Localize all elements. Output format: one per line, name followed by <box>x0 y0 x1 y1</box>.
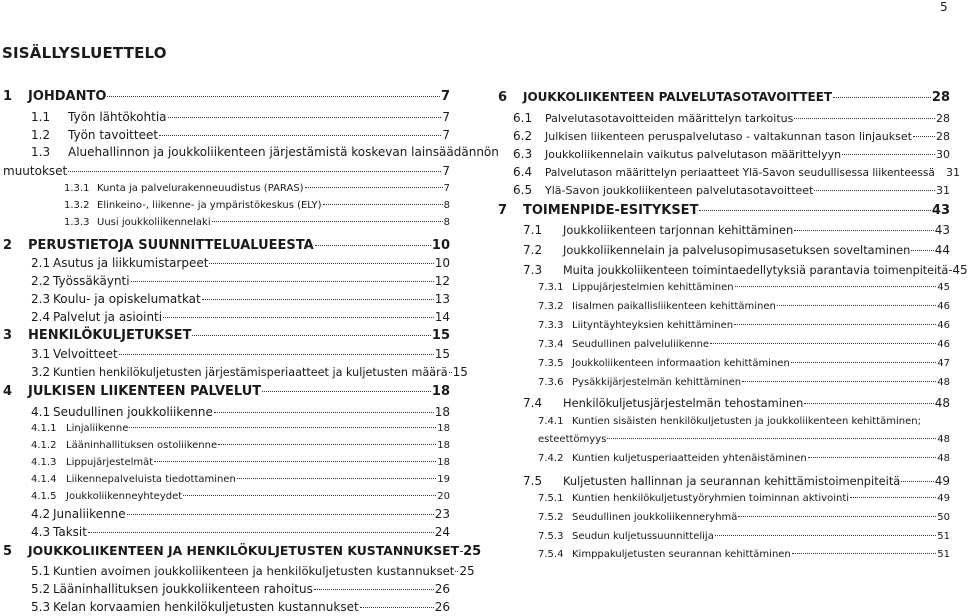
toc-entry[interactable]: 2 PERUSTIETOJA SUUNNITTELUALUEESTA 10 <box>3 238 450 253</box>
dot-leader <box>305 187 443 188</box>
dot-leader <box>794 230 933 231</box>
toc-entry[interactable]: 3.2 Kuntien henkilökuljetusten järjestämisperiaatteet ja kuljetusten määrä 15 <box>31 365 468 379</box>
toc-entry[interactable]: 2.4 Palvelut ja asiointi 14 <box>31 310 450 324</box>
toc-entry[interactable]: 4.1.3 Lippujärjestelmät 18 <box>31 457 450 468</box>
dot-leader <box>777 305 936 306</box>
dot-leader <box>449 372 452 373</box>
dot-leader <box>262 391 431 392</box>
dot-leader <box>901 481 933 482</box>
toc-entry[interactable]: 4 JULKISEN LIIKENTEEN PALVELUT 18 <box>3 384 450 399</box>
dot-leader <box>218 444 436 445</box>
dot-leader <box>833 97 931 98</box>
dot-leader <box>607 438 936 439</box>
toc-entry[interactable]: 6.4 Palvelutason määrittelyn periaatteet Ylä-Savon seudullisessa liikenteessä 31 <box>513 165 960 179</box>
toc-entry[interactable]: 7.3.6 Pysäkkijärjestelmän kehittäminen 48 <box>538 377 950 388</box>
dot-leader <box>159 135 441 136</box>
toc-entry[interactable]: 7.5.1 Kuntien henkilökuljetustyöryhmien toiminnan aktivointi 49 <box>538 493 950 504</box>
page-number: 5 <box>940 0 948 14</box>
toc-entry[interactable]: 6.2 Julkisen liikenteen peruspalvelutaso - valtakunnan tason linjaukset 28 <box>513 129 950 143</box>
dot-leader <box>119 354 434 355</box>
toc-entry[interactable]: 6.3 Joukkoliikennelain vaikutus palvelutason määrittelyyn 30 <box>513 147 950 161</box>
toc-entry[interactable]: 7.4.2 Kuntien kuljetusperiaatteiden yhtenäistäminen 48 <box>538 453 950 464</box>
dot-leader <box>699 210 930 211</box>
toc-entry[interactable]: 5.2 Lääninhallituksen joukkoliikenteen rahoitus 26 <box>31 582 450 596</box>
dot-leader <box>738 516 936 517</box>
dot-leader <box>202 299 434 300</box>
toc-entry[interactable]: esteettömyys 48 <box>538 434 950 445</box>
dot-leader <box>323 204 443 205</box>
toc-entry[interactable]: 1.2 Työn tavoitteet 7 <box>31 128 450 142</box>
dot-leader <box>710 343 936 344</box>
dot-leader <box>792 553 936 554</box>
toc-entry[interactable]: 2.2 Työssäkäynti 12 <box>31 274 450 288</box>
dot-leader <box>791 362 936 363</box>
toc-entry[interactable]: muutokset 7 <box>3 164 450 178</box>
toc-entry[interactable]: 7 TOIMENPIDE-ESITYKSET 43 <box>498 203 950 218</box>
toc-entry[interactable]: 2.1 Asutus ja liikkumistarpeet 10 <box>31 256 450 270</box>
toc-entry[interactable]: 4.3 Taksit 24 <box>31 525 450 539</box>
dot-leader <box>913 136 935 137</box>
dot-leader <box>315 245 431 246</box>
dot-leader <box>949 270 951 271</box>
dot-leader <box>735 286 937 287</box>
dot-leader <box>850 497 936 498</box>
toc-entry[interactable]: 7.5.4 Kimppakuljetusten seurannan kehittäminen 51 <box>538 549 950 560</box>
toc-entry[interactable]: 4.2 Junaliikenne 23 <box>31 507 450 521</box>
toc-entry[interactable]: 1.3.3 Uusi joukkoliikennelaki 8 <box>64 217 450 228</box>
toc-entry[interactable]: 1 JOHDANTO 7 <box>3 89 450 104</box>
toc-entry[interactable]: 7.3.2 Iisalmen paikallisliikenteen kehittäminen 46 <box>538 301 950 312</box>
toc-entry[interactable]: 7.5.2 Seudullinen joukkoliikenneryhmä 50 <box>538 512 950 523</box>
toc-entry[interactable]: 4.1.1 Linjaliikenne 18 <box>31 423 450 434</box>
toc-entry[interactable]: 1.1 Työn lähtökohtia 7 <box>31 110 450 124</box>
dot-leader <box>214 412 434 413</box>
dot-leader <box>455 571 458 572</box>
dot-leader <box>460 551 462 552</box>
toc-entry[interactable]: 5.1 Kuntien avoimen joukkoliikenteen ja henkilökuljetusten kustannukset 25 <box>31 564 475 578</box>
dot-leader <box>360 607 434 608</box>
toc-entry[interactable]: 7.4 Henkilökuljetusjärjestelmän tehostaminen 48 <box>523 396 950 410</box>
toc-entry[interactable]: 3.1 Velvoitteet 15 <box>31 347 450 361</box>
dot-leader <box>794 118 935 119</box>
toc-entry[interactable]: 4.1 Seudullinen joukkoliikenne 18 <box>31 405 450 419</box>
toc-entry[interactable]: 7.3 Muita joukkoliikenteen toimintaedellytyksiä parantavia toimenpiteitä 45 <box>523 263 968 277</box>
toc-entry[interactable]: 7.3.1 Lippujärjestelmien kehittäminen 45 <box>538 282 950 293</box>
dot-leader <box>715 535 936 536</box>
toc-entry[interactable]: 5 JOUKKOLIIKENTEEN JA HENKILÖKULJETUSTEN KUSTANNUKSET 25 <box>3 543 482 559</box>
dot-leader <box>742 381 936 382</box>
dot-leader <box>127 514 434 515</box>
dot-leader <box>842 154 935 155</box>
toc-entry[interactable]: 4.1.4 Liikennepalveluista tiedottaminen 19 <box>31 474 450 485</box>
dot-leader <box>168 117 442 118</box>
toc-heading: SISÄLLYSLUETTELO <box>2 44 167 62</box>
toc-entry[interactable]: 1.3.2 Elinkeino-, liikenne- ja ympäristökeskus (ELY) 8 <box>64 200 450 211</box>
dot-leader <box>131 281 434 282</box>
dot-leader <box>734 324 936 325</box>
toc-entry[interactable]: 4.1.5 Joukkoliikenneyhteydet 20 <box>31 491 450 502</box>
dot-leader <box>107 96 440 97</box>
dot-leader <box>814 190 935 191</box>
dot-leader <box>314 589 434 590</box>
dot-leader <box>212 221 443 222</box>
toc-entry-wrapped-line: 7.4.1 Kuntien sisäisten henkilökuljetusten ja joukkoliikenteen kehittäminen; <box>538 416 921 427</box>
toc-entry[interactable]: 7.3.4 Seudullinen palveluliikenne 46 <box>538 339 950 350</box>
toc-entry[interactable]: 7.5.3 Seudun kuljetussuunnittelija 51 <box>538 531 950 542</box>
dot-leader <box>183 495 436 496</box>
dot-leader <box>804 403 933 404</box>
toc-entry[interactable]: 7.1 Joukkoliikenteen tarjonnan kehittäminen 43 <box>523 223 950 237</box>
dot-leader <box>154 461 436 462</box>
toc-entry-wrapped-line: 1.3 Aluehallinnon ja joukkoliikenteen järjestämistä koskevan lainsäädännön <box>31 145 499 159</box>
toc-entry[interactable]: 7.3.5 Joukkoliikenteen informaation kehittäminen 47 <box>538 358 950 369</box>
dot-leader <box>911 250 933 251</box>
dot-leader <box>88 532 434 533</box>
toc-entry[interactable]: 6.1 Palvelutasotavoitteiden määrittelyn tarkoitus 28 <box>513 111 950 125</box>
toc-entry[interactable]: 3 HENKILÖKULJETUKSET 15 <box>3 328 450 343</box>
toc-entry[interactable]: 4.1.2 Lääninhallituksen ostoliikenne 18 <box>31 440 450 451</box>
toc-entry[interactable]: 1.3.1 Kunta ja palvelurakenneuudistus (PARAS) 7 <box>64 183 450 194</box>
toc-entry[interactable]: 7.5 Kuljetusten hallinnan ja seurannan kehittämistoimenpiteitä 49 <box>523 474 950 488</box>
toc-entry[interactable]: 7.2 Joukkoliikennelain ja palvelusopimusasetuksen soveltaminen 44 <box>523 243 950 257</box>
dot-leader <box>808 457 937 458</box>
dot-leader <box>129 427 436 428</box>
dot-leader <box>163 317 434 318</box>
dot-leader <box>209 263 433 264</box>
dot-leader <box>68 171 441 172</box>
toc-entry[interactable]: 6.5 Ylä-Savon joukkoliikenteen palvelutasotavoitteet 31 <box>513 183 950 197</box>
toc-entry[interactable]: 6 JOUKKOLIIKENTEEN PALVELUTASOTAVOITTEET 28 <box>498 90 950 105</box>
toc-entry[interactable]: 5.3 Kelan korvaamien henkilökuljetusten kustannukset 26 <box>31 600 450 614</box>
dot-leader <box>192 335 430 336</box>
dot-leader <box>237 478 436 479</box>
toc-entry[interactable]: 7.3.3 Liityntäyhteyksien kehittäminen 46 <box>538 320 950 331</box>
toc-entry[interactable]: 2.3 Koulu- ja opiskelumatkat 13 <box>31 292 450 306</box>
